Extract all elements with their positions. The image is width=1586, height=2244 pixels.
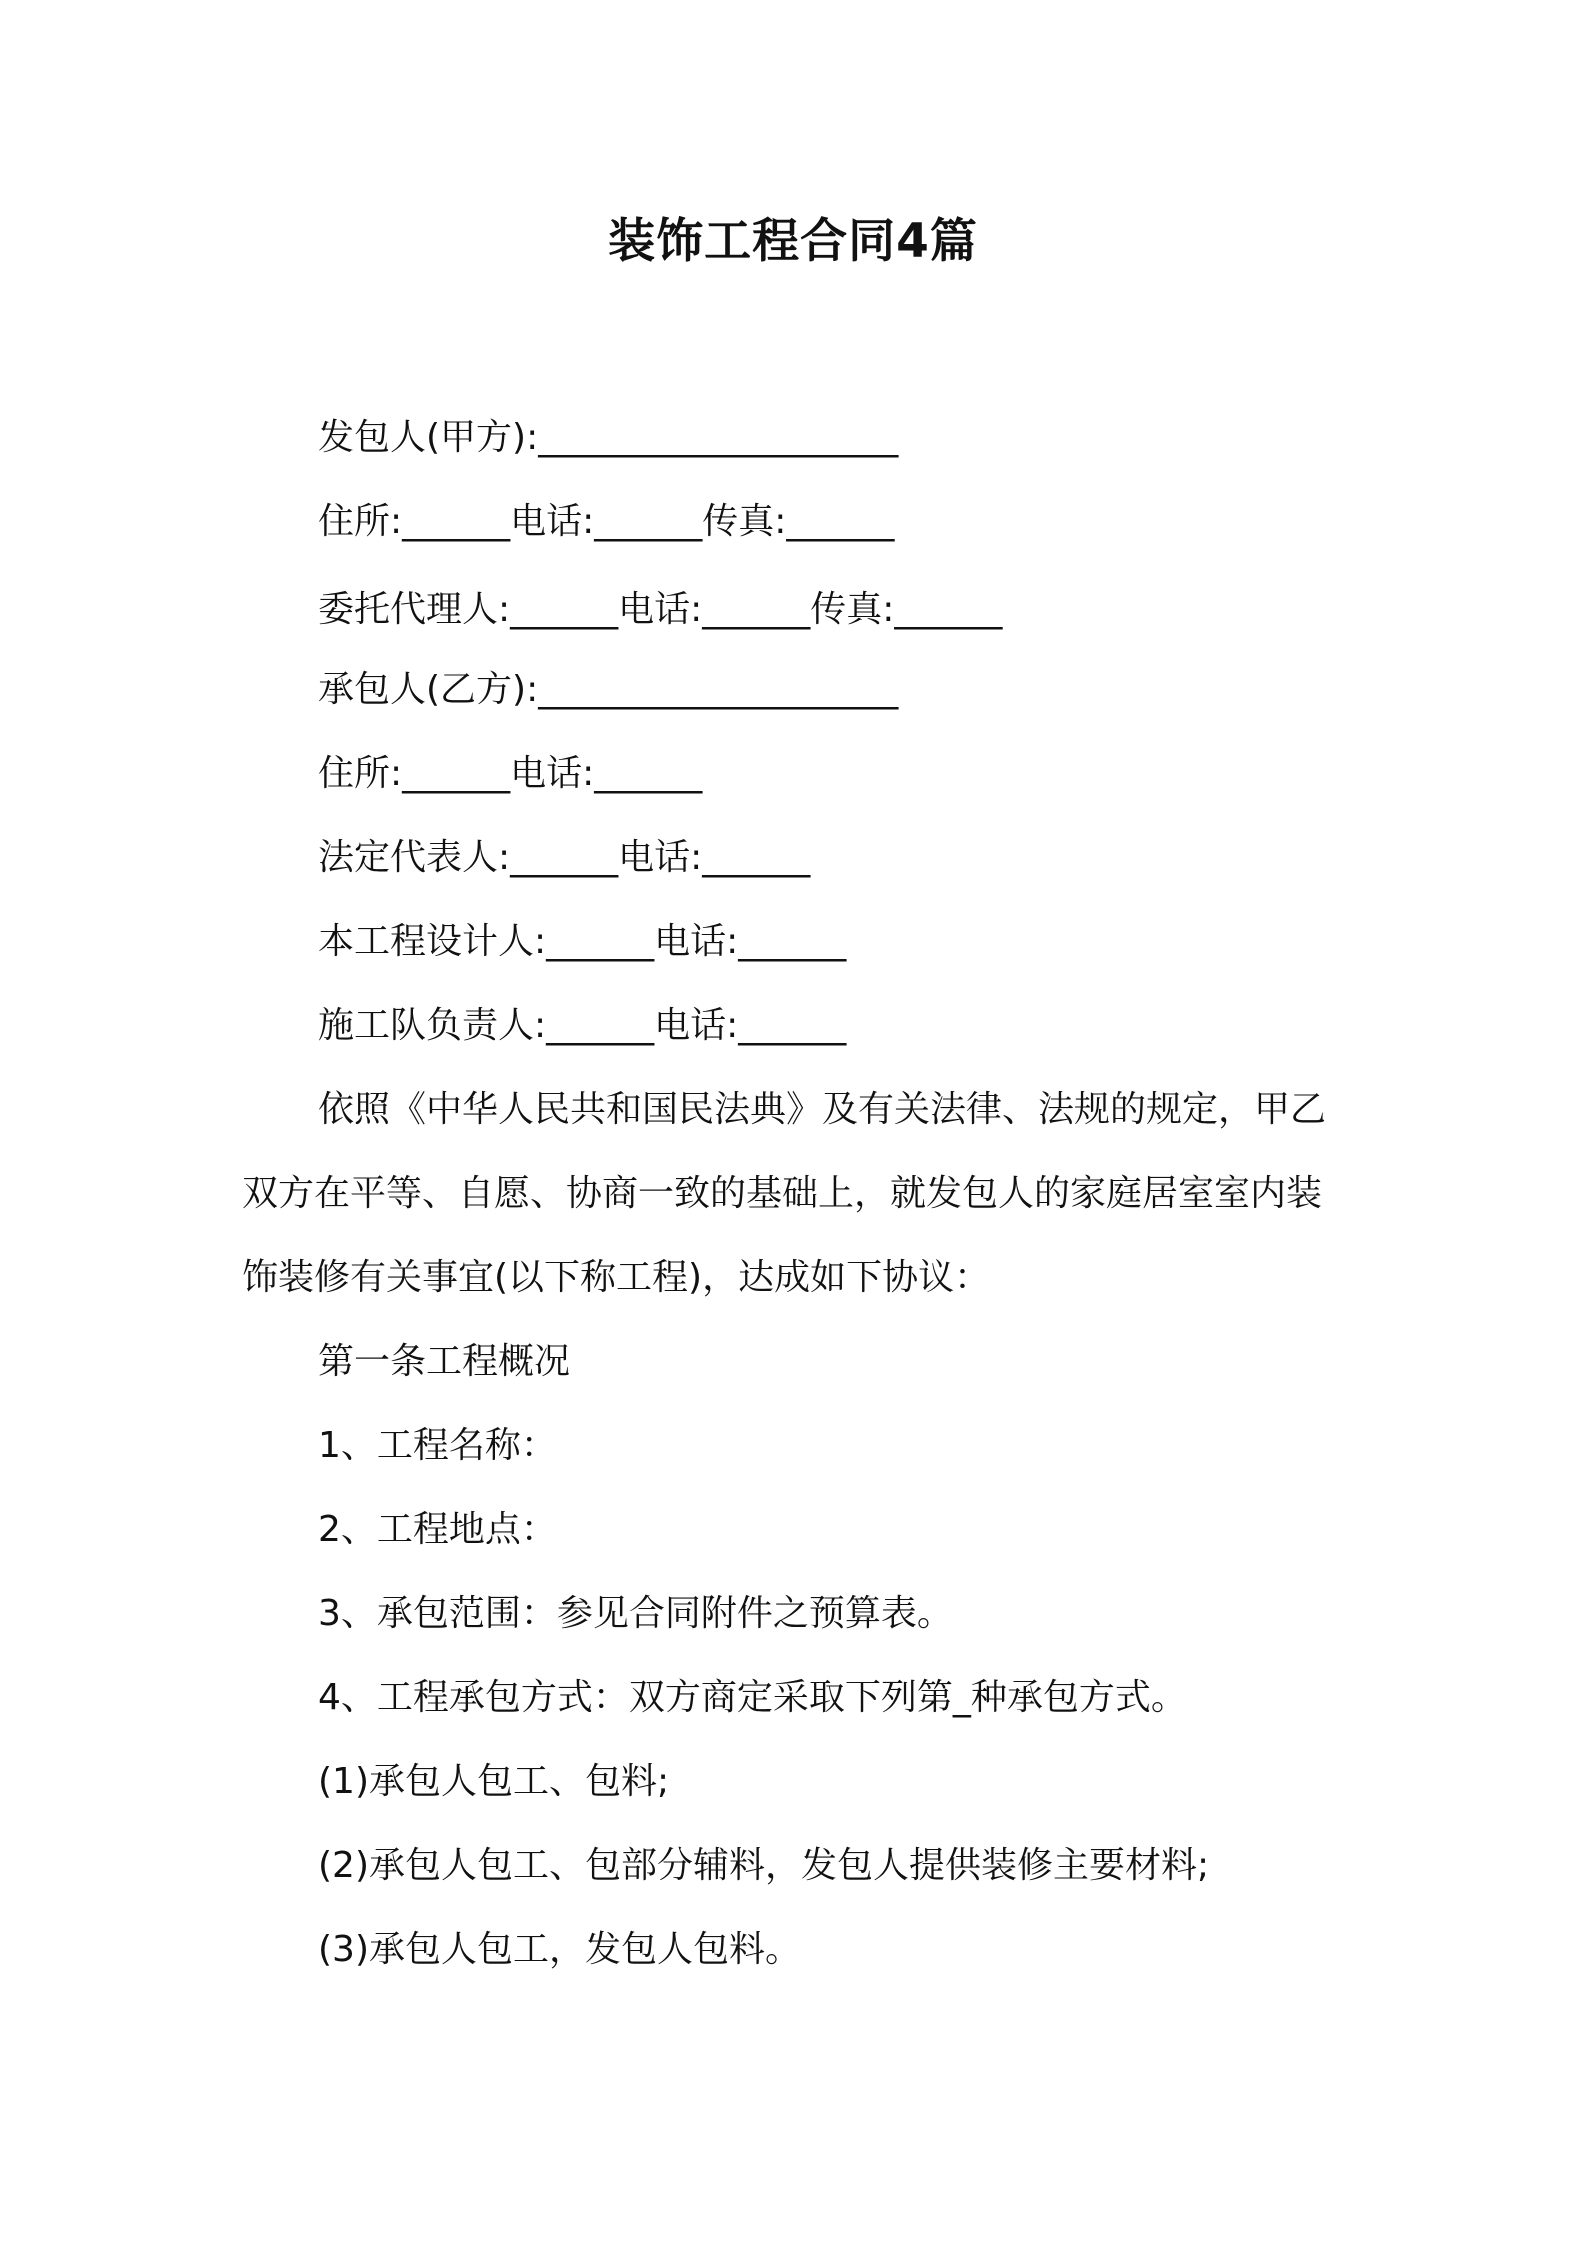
contract-scope-item: 3、承包范围：参见合同附件之预算表。 — [318, 1593, 953, 1634]
preamble-line-3: 饰装修有关事宜(以下称工程)，达成如下协议： — [242, 1257, 991, 1298]
project-name-item: 1、工程名称： — [318, 1425, 557, 1466]
party-a-agent-line: 委托代理人:______电话:______传真:______ — [318, 589, 1003, 630]
article-1-heading: 第一条工程概况 — [318, 1341, 571, 1382]
project-location-item: 2、工程地点： — [318, 1509, 557, 1550]
preamble-line-2: 双方在平等、自愿、协商一致的基础上，就发包人的家庭居室室内装 — [242, 1173, 1323, 1214]
method-option-2: (2)承包人包工、包部分辅料，发包人提供装修主要材料; — [318, 1845, 1210, 1886]
party-a-address-line: 住所:______电话:______传真:______ — [318, 501, 895, 542]
preamble-line-1: 依照《中华人民共和国民法典》及有关法律、法规的规定，甲乙 — [318, 1089, 1327, 1130]
contract-method-item: 4、工程承包方式：双方商定采取下列第_种承包方式。 — [318, 1677, 1187, 1718]
party-b-address-line: 住所:______电话:______ — [318, 753, 703, 794]
method-option-1: (1)承包人包工、包料; — [318, 1761, 670, 1802]
method-option-3: (3)承包人包工，发包人包料。 — [318, 1929, 801, 1970]
party-b-line: 承包人(乙方):____________________ — [318, 669, 899, 710]
designer-line: 本工程设计人:______电话:______ — [318, 921, 847, 962]
document-title: 装饰工程合同4篇 — [608, 214, 978, 269]
legal-representative-line: 法定代表人:______电话:______ — [318, 837, 811, 878]
party-a-line: 发包人(甲方):____________________ — [318, 417, 899, 458]
construction-leader-line: 施工队负责人:______电话:______ — [318, 1005, 847, 1046]
